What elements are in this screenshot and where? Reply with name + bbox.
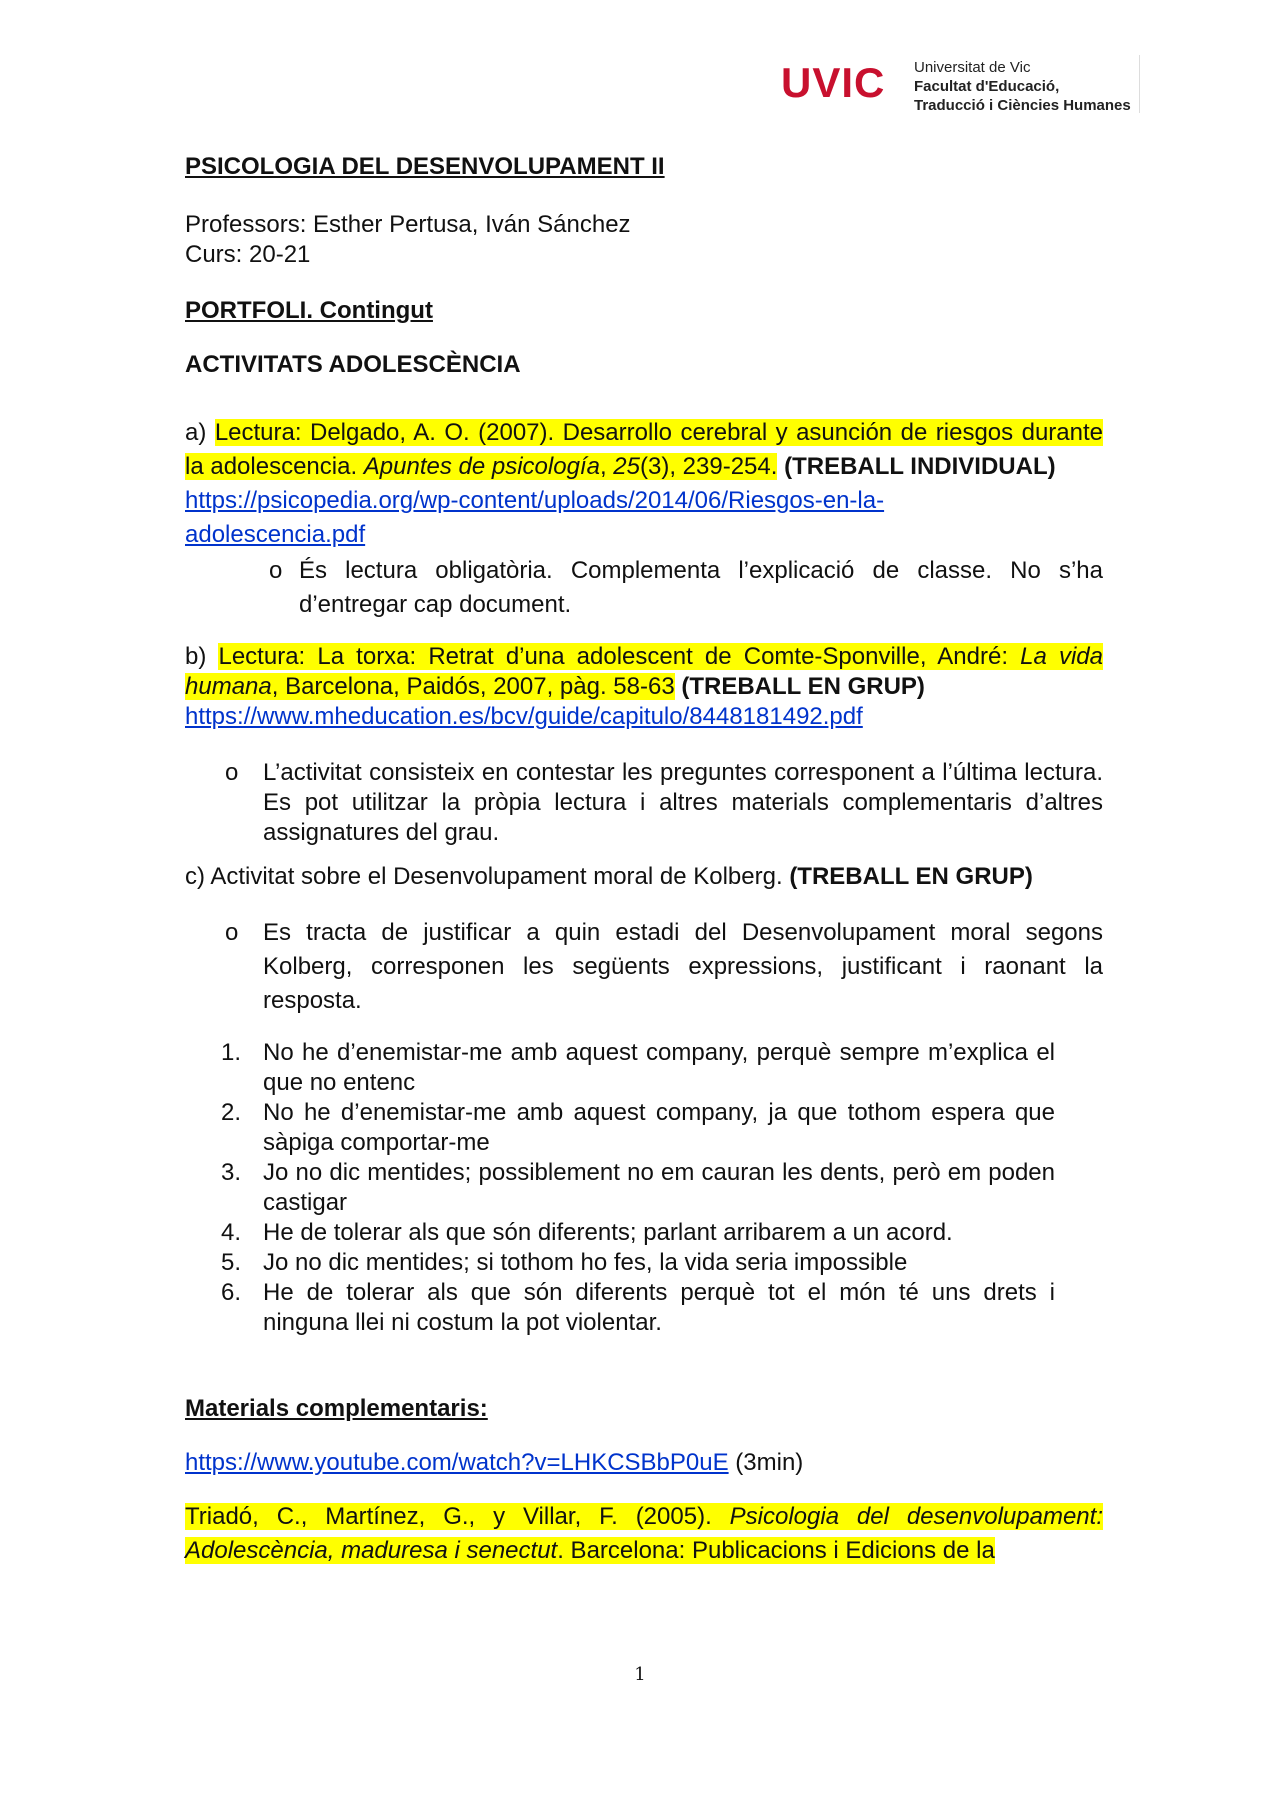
logo-text [914,58,1131,115]
activity-a-prefix: a) [185,419,215,446]
logo-divider [1139,55,1140,113]
video-length: (3min) [728,1449,804,1476]
list-number: 2. [221,1099,242,1126]
activity-b-prefix: b) [185,643,219,670]
activity-b [185,642,1103,702]
logo-faculty: Facultat d'Educació, [914,78,1060,95]
professors: Professors: Esther Pertusa, Iván Sánchez [185,211,631,238]
activity-b-ref-end: , Barcelona, Paidós, 2007, pàg. 58-63 [271,673,675,700]
activity-b-reference [185,643,1103,700]
activity-b-link-block [185,702,1103,732]
list-text: Jo no dic mentides; possiblement no em cauran les dents, però em poden castigar [263,1159,1055,1216]
materials-video [185,1446,1103,1480]
list-item [185,1158,1055,1218]
list-text: No he d’enemistar-me amb aquest company, perquè sempre m’explica el que no entenc [263,1039,1055,1096]
activity-c-note [225,916,1103,1018]
list-text: Jo no dic mentides; si tothom ho fes, la vida seria impossible [263,1249,908,1276]
activity-a-volume: 25 [613,453,640,480]
list-item [185,1038,1055,1098]
list-item [185,1248,1055,1278]
activity-a-link-line2: adolescencia.pdf [185,521,366,548]
activity-b-ref-text: Lectura: La torxa: Retrat d’una adolescent de Comte-Sponville, André: [218,643,1021,670]
list-text: He de tolerar als que són diferents; parlant arribarem a un acord. [263,1219,953,1246]
page-number: 1 [634,1664,646,1685]
section-heading: ACTIVITATS ADOLESCÈNCIA [185,351,521,378]
course: Curs: 20-21 [185,241,311,268]
bullet-marker: o [225,919,239,946]
materials-reference-highlight [185,1503,1103,1564]
portfoli-heading: PORTFOLI. Contingut [185,297,433,324]
list-number: 6. [221,1279,242,1306]
activity-a-link-block [185,484,1103,552]
materials-ref-authors: Triadó, C., Martínez, G., y Villar, F. (2005). [185,1503,730,1530]
activity-b-link[interactable]: https://www.mheducation.es/bcv/guide/capitulo/8448181492.pdf [185,703,863,730]
activity-a-sep: , [599,453,614,480]
uvic-logo [781,55,1141,119]
materials-heading: Materials complementaris: [185,1395,488,1422]
activity-b-note [225,758,1103,848]
activity-c-tag: (TREBALL EN GRUP) [789,863,1033,890]
activity-a-link-line1: https://psicopedia.org/wp-content/uploads/2014/06/Riesgos-en-la- [185,487,885,514]
activity-c-note-text: Es tracta de justificar a quin estadi del Desenvolupament moral segons Kolberg, corresponen les següents expressions, justificant i raonant la resposta. [263,919,1103,1014]
list-number: 4. [221,1219,242,1246]
materials-ref-publisher: . Barcelona: Publicacions i Edicions de la [557,1537,995,1564]
activity-b-tag: (TREBALL EN GRUP) [674,673,925,700]
bullet-marker: o [225,759,239,786]
logo-university: Universitat de Vic [914,59,1031,76]
list-item [185,1218,1055,1248]
expressions-list [185,1038,1103,1338]
activity-a-pages: (3), 239-254. [640,453,778,480]
materials-reference [185,1500,1103,1568]
list-item [185,1098,1055,1158]
activity-a-note [269,554,1103,622]
activity-a-tag: (TREBALL INDIVIDUAL) [777,453,1056,480]
activity-a-journal: Apuntes de psicología [363,453,600,480]
activity-c [185,862,1103,892]
activity-b-note-text: L’activitat consisteix en contestar les preguntes corresponent a l’última lectura. Es pot utilitzar la pròpia lectura i altres materials complementaris d’altres assignatures del grau. [263,759,1103,846]
list-text: He de tolerar als que són diferents perquè tot el món té uns drets i ninguna llei ni costum la pot violentar. [263,1279,1055,1336]
list-item [185,1278,1055,1338]
activity-c-text: c) Activitat sobre el Desenvolupament moral de Kolberg. [185,863,790,890]
list-number: 5. [221,1249,242,1276]
activity-a-ref-text: Lectura: Delgado, A. O. (2007). Desarrollo cerebral y asunción de riesgos durante la adolescencia. [185,419,1103,480]
materials-ref-title: Psicologia del desenvolupament: Adolescència, maduresa i senectut [185,1503,1103,1564]
logo-mark: UVIC [781,59,886,106]
list-number: 1. [221,1039,242,1066]
list-text: No he d’enemistar-me amb aquest company, ja que tothom espera que sàpiga comportar-me [263,1099,1055,1156]
activity-b-book: La vida humana [185,643,1103,700]
activity-a-link[interactable] [185,487,884,548]
bullet-marker: o [269,557,283,584]
page-title: PSICOLOGIA DEL DESENVOLUPAMENT II [185,153,665,180]
activity-a-note-text: És lectura obligatòria. Complementa l’explicació de classe. No s’ha d’entregar cap document. [299,557,1103,618]
list-number: 3. [221,1159,242,1186]
activity-a [185,416,1103,484]
document-body [185,150,1103,1568]
video-link[interactable]: https://www.youtube.com/watch?v=LHKCSBbP0uE [185,1449,729,1476]
logo-faculty-2: Traducció i Ciències Humanes [914,97,1131,114]
